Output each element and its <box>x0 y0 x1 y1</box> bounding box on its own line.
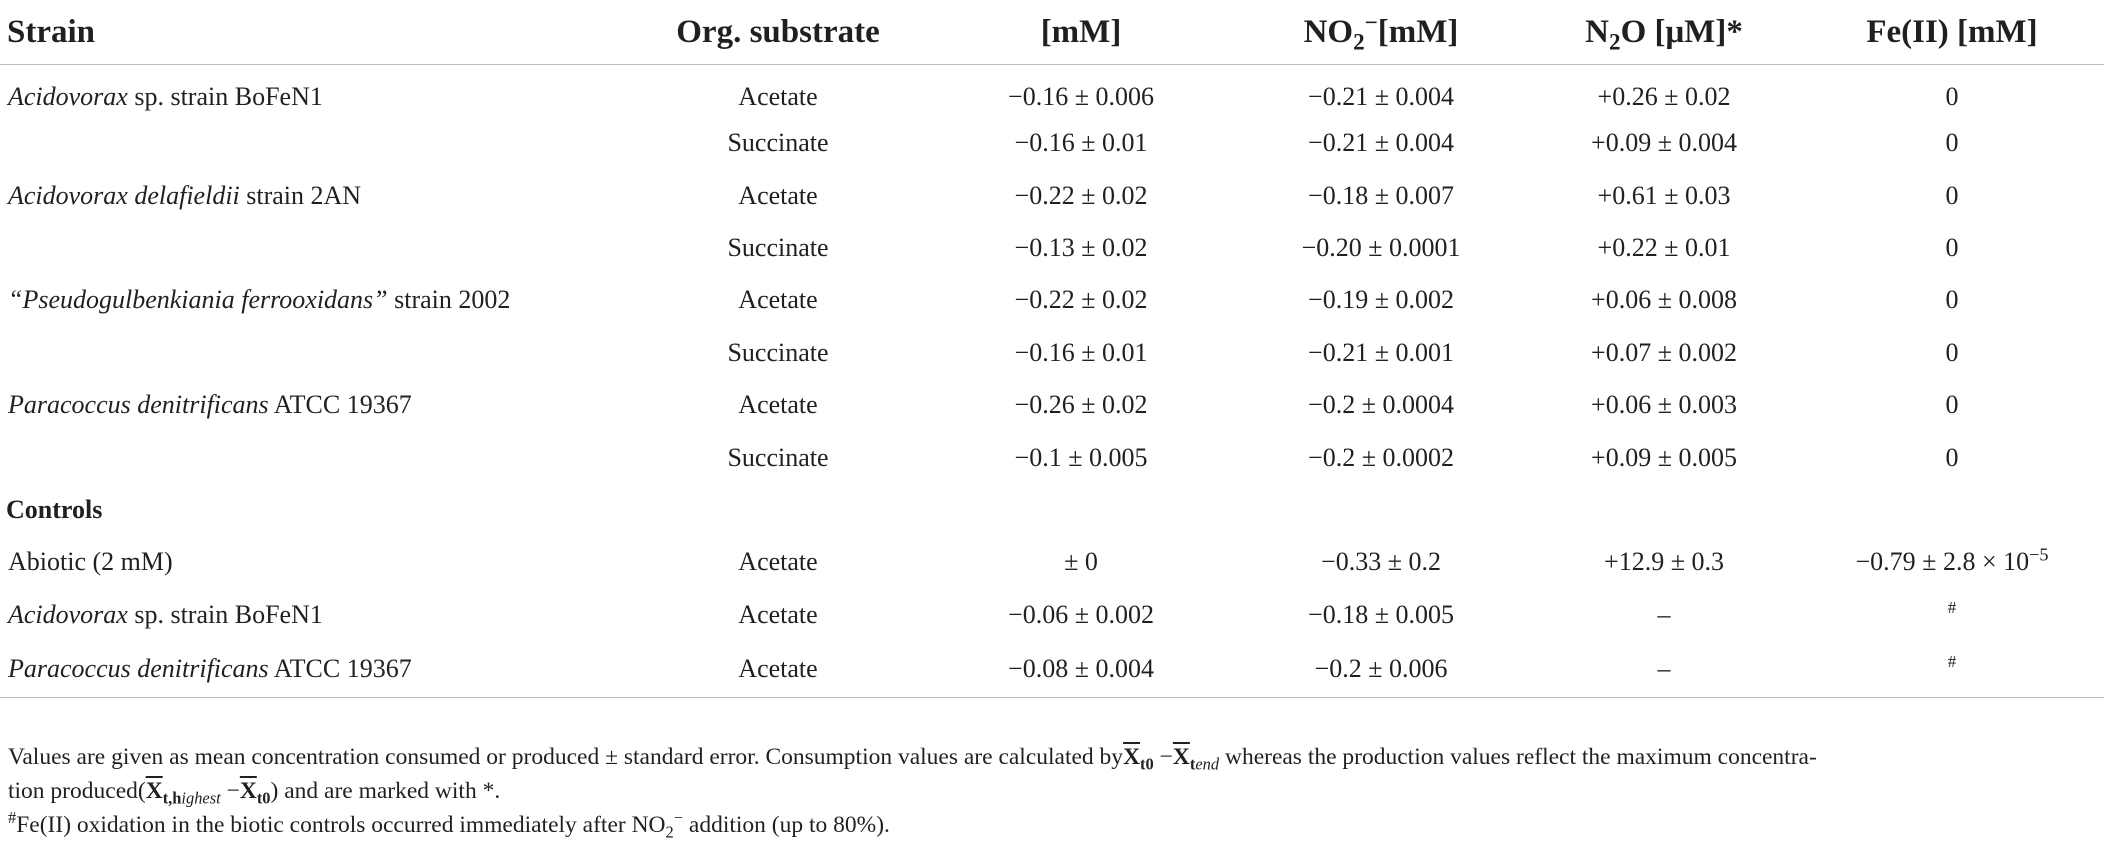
iron-cell: 0 <box>1945 442 1959 472</box>
concentration-cell: −0.13 ± 0.02 <box>1014 232 1148 262</box>
substrate-cell: Succinate <box>727 442 829 472</box>
table-row <box>0 431 2104 483</box>
substrate-cell: Acetate <box>738 285 818 315</box>
strain-cell: Acidovorax delafieldii strain 2AN <box>8 180 362 210</box>
table-row <box>0 169 2104 221</box>
substrate-cell: Acetate <box>628 641 928 698</box>
nitrous-oxide-cell: +0.61 ± 0.03 <box>1597 180 1731 210</box>
concentration-cell: ± 0 <box>1064 547 1098 577</box>
header-strain: Strain <box>0 0 628 65</box>
concentration-cell: −0.1 ± 0.005 <box>1014 442 1148 472</box>
table-row <box>0 641 2104 698</box>
header-row <box>0 0 2104 65</box>
substrate-cell: Acetate <box>738 547 818 577</box>
table-row <box>0 65 2104 118</box>
table-footnotes <box>8 740 2108 842</box>
nitrous-oxide-cell: +12.9 ± 0.3 <box>1604 547 1724 577</box>
nitrite-cell: −0.20 ± 0.0001 <box>1301 232 1461 262</box>
strain-cell <box>0 222 628 274</box>
table-row <box>0 379 2104 431</box>
substrate-cell: Acetate <box>738 390 818 420</box>
nitrite-cell: −0.21 ± 0.001 <box>1308 337 1454 367</box>
nitrous-oxide-cell: – <box>1528 641 1800 698</box>
concentration-cell: −0.16 ± 0.01 <box>1014 128 1148 158</box>
strain-cell <box>0 431 628 483</box>
table-row <box>0 327 2104 379</box>
iron-cell: 0 <box>1945 232 1959 262</box>
concentration-cell: −0.16 ± 0.01 <box>1014 337 1148 367</box>
controls-section-row <box>0 484 2104 536</box>
footnote-oxidation: #Fe(II) oxidation in the biotic controls occurred immediately after $NO_2^-$ addition (up to 80%). <box>8 808 890 842</box>
nitrous-oxide-cell: +0.06 ± 0.008 <box>1591 285 1737 315</box>
header-nitrous-oxide: $N_2O$ [μM]* <box>1528 0 1800 65</box>
nitrite-cell: −0.19 ± 0.002 <box>1308 285 1454 315</box>
concentration-cell: −0.22 ± 0.02 <box>1014 285 1148 315</box>
iron-cell: $-0.79 \pm 2.8 \times 10^{-5}$ <box>1855 544 2049 577</box>
iron-cell: 0 <box>1945 128 1959 158</box>
concentration-cell: −0.06 ± 0.002 <box>1008 599 1154 629</box>
iron-cell: # <box>1947 598 1957 618</box>
strain-cell: Acidovorax sp. strain BoFeN1 <box>8 599 323 629</box>
nitrous-oxide-cell: +0.07 ± 0.002 <box>1591 337 1737 367</box>
nitrous-oxide-cell: +0.09 ± 0.004 <box>1591 128 1737 158</box>
footnote-values: Values are given as mean concentration consumed or produced ± standard error. Consumption values are calculated $by\overline{X}_{t0} -\overline{X}_{tend}$ whereas the production values reflect the maximum concentra- tion $produced(\overline{X}_{t,highest} -\overline{X}_{t0})$ and are marked with *. <box>8 744 1817 808</box>
iron-cell: 0 <box>1945 82 1959 111</box>
header-substrate: Org. substrate <box>628 0 928 65</box>
strain-cell: Acidovorax sp. strain BoFeN1 <box>8 82 323 111</box>
strain-cell <box>0 117 628 169</box>
iron-cell: 0 <box>1945 337 1959 367</box>
iron-cell: 0 <box>1945 390 1959 420</box>
nitrite-cell: −0.2 ± 0.006 <box>1234 641 1528 698</box>
table-row <box>0 117 2104 169</box>
nitrite-cell: −0.18 ± 0.005 <box>1308 599 1454 629</box>
strain-cell: Abiotic (2 mM) <box>8 547 173 577</box>
nitrite-cell: −0.2 ± 0.0004 <box>1308 390 1454 420</box>
nitrous-oxide-cell: – <box>1657 599 1671 629</box>
nitrite-cell: −0.2 ± 0.0002 <box>1308 442 1454 472</box>
nitrite-cell: −0.21 ± 0.004 <box>1308 128 1454 158</box>
strain-cell: Paracoccus denitrificans ATCC 19367 <box>8 390 412 420</box>
iron-cell: 0 <box>1945 180 1959 210</box>
table-row <box>0 536 2104 588</box>
iron-cell: 0 <box>1945 285 1959 315</box>
table-row <box>0 222 2104 274</box>
header-nitrite: $NO_2^-[mM]$ <box>1234 0 1528 65</box>
strain-cell <box>0 327 628 379</box>
table-row <box>0 274 2104 326</box>
iron-cell: # <box>1800 641 2104 698</box>
nitrous-oxide-cell: +0.26 ± 0.02 <box>1597 82 1731 111</box>
concentration-cell: −0.26 ± 0.02 <box>1014 390 1148 420</box>
concentration-cell: −0.08 ± 0.004 <box>928 641 1234 698</box>
strain-cell: Paracoccus denitrificans ATCC 19367 <box>0 641 628 698</box>
nitrous-oxide-cell: +0.22 ± 0.01 <box>1597 232 1731 262</box>
table-row <box>0 589 2104 641</box>
substrate-cell: Acetate <box>738 180 818 210</box>
nitrous-oxide-cell: +0.06 ± 0.003 <box>1591 390 1737 420</box>
nitrous-oxide-cell: +0.09 ± 0.005 <box>1591 442 1737 472</box>
substrate-cell: Succinate <box>727 337 829 367</box>
substrate-cell: Succinate <box>727 128 829 158</box>
concentration-cell: −0.22 ± 0.02 <box>1014 180 1148 210</box>
substrate-cell: Acetate <box>738 82 818 111</box>
substrate-cell: Acetate <box>738 599 818 629</box>
substrate-cell: Succinate <box>727 232 829 262</box>
concentration-cell: −0.16 ± 0.006 <box>1008 82 1154 111</box>
nitrite-cell: −0.33 ± 0.2 <box>1321 547 1441 577</box>
header-concentration: [mM] <box>928 0 1234 65</box>
controls-heading: Controls <box>6 494 103 524</box>
strain-cell: “Pseudogulbenkiania ferrooxidans” strain 2002 <box>8 285 511 315</box>
nitrite-cell: −0.21 ± 0.004 <box>1308 82 1454 111</box>
header-iron: Fe(II) [mM] <box>1800 0 2104 65</box>
nitrite-cell: −0.18 ± 0.007 <box>1308 180 1454 210</box>
